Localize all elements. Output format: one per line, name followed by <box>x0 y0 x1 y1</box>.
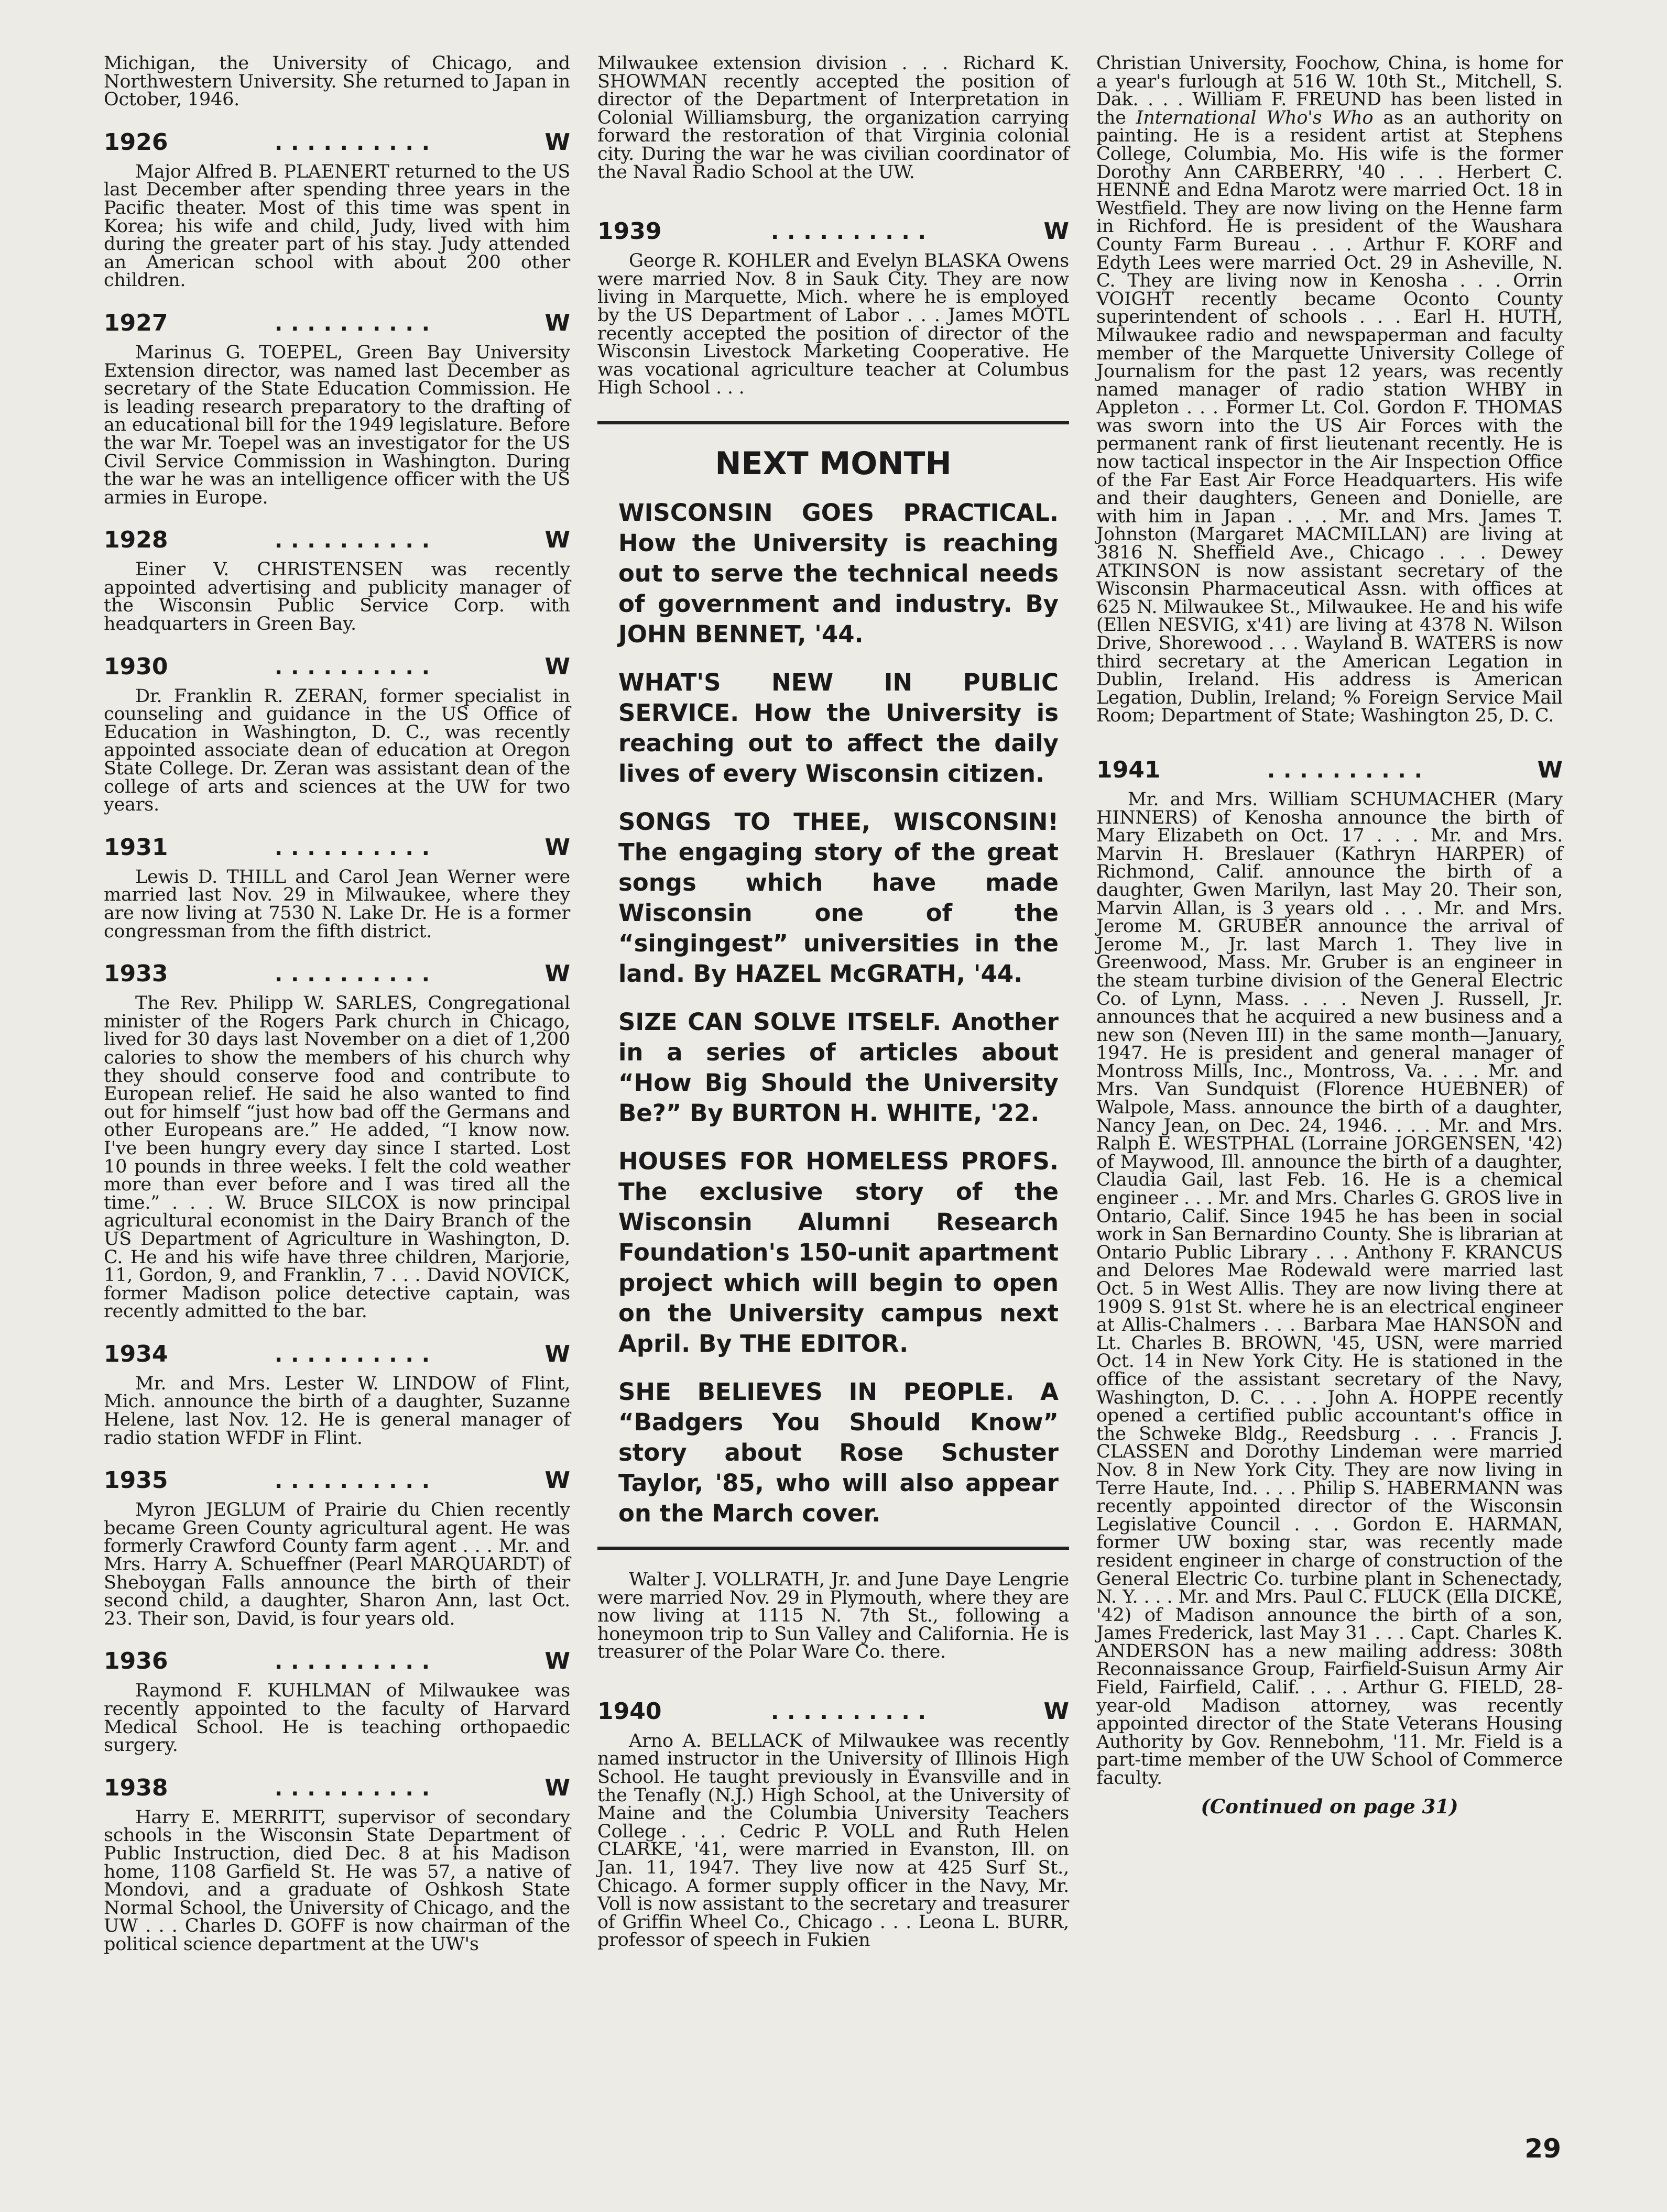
year-label: 1938 <box>104 1774 168 1801</box>
year-label: 1939 <box>597 218 662 245</box>
publication-title: International Who's Who <box>1136 107 1374 128</box>
class-year-heading: 1940 .......... W <box>597 1698 1069 1725</box>
year-label: 1936 <box>104 1648 168 1675</box>
class-year-heading: 1935 .......... W <box>104 1467 570 1494</box>
class-year-heading: 1926 .......... W <box>104 128 570 156</box>
next-month-item: WHAT'S NEW IN PUBLIC SERVICE. How the University is reaching out to affect the daily lives of every Wisconsin citizen. <box>618 668 1059 787</box>
carryover-text: Michigan, the University of Chicago, and Northwestern University. She returned to Japan in October, 1946. <box>104 53 570 111</box>
carryover-text-part: Christian University, Foochow, China, is home for a year's furlough at 516 W. 10th St., Mitchell, S. Dak. . . . William F. FREUND has been listed in the <box>1096 53 1563 128</box>
year-label: 1940 <box>597 1698 662 1725</box>
class-note: Raymond F. KUHLMAN of Milwaukee was recently appointed to the faculty of Harvard Medical School. He is teaching orthopaedic surgery. <box>104 1680 570 1756</box>
class-note: Mr. and Mrs. Lester W. LINDOW of Flint, Mich. announce the birth of a daughter, Suzanne Helene, last Nov. 12. He is general manager of radio station WFDF in Flint. <box>104 1373 570 1449</box>
class-year-heading: 1936 .......... W <box>104 1648 570 1675</box>
year-label: 1927 <box>104 309 168 336</box>
class-year-heading: 1938 .......... W <box>104 1774 570 1801</box>
year-label: 1933 <box>104 960 168 988</box>
next-month-item: HOUSES FOR HOMELESS PROFS. The exclusive story of the Wisconsin Alumni Research Foundation's 150-unit apartment project which will begin to open on the University campus next April. By THE EDITOR. <box>618 1147 1059 1357</box>
divider <box>597 1547 1069 1550</box>
class-note: Marinus G. TOEPEL, Green Bay University Extension director, was named last December as secretary of the State Education Commission. He is leading research preparatory to the drafting of an educational bill for the 1949 legislature. Before the war Mr. Toepel was an investigator for the US Civil Service Commission in Washington. During the war he was an intelligence officer with the US armies in Europe. <box>104 342 570 508</box>
column-right <box>1096 54 1563 1818</box>
column-left <box>104 54 570 1954</box>
next-month-item: SIZE CAN SOLVE ITSELF. Another in a series of articles about “How Big Should the University Be?” By BURTON H. WHITE, '22. <box>618 1008 1059 1127</box>
year-label: 1926 <box>104 128 168 156</box>
w-mark: W <box>544 1467 570 1494</box>
class-note: Myron JEGLUM of Prairie du Chien recently became Green County agricultural agent. He was formerly Crawford County farm agent . . . Mr. and Mrs. Harry A. Schueffner (Pearl MARQUARDT) of Sheboygan Falls announce the birth of their second child, a daughter, Sharon Ann, last Oct. 23. Their son, David, is four years old. <box>104 1499 570 1629</box>
class-note: Dr. Franklin R. ZERAN, former specialist in counseling and guidance in the US Office of Education in Washington, D. C., was recently appointed associate dean of education at Oregon State College. Dr. Zeran was assistant dean of the college of arts and sciences at the UW for two years. <box>104 685 570 816</box>
class-year-heading: 1927 .......... W <box>104 309 570 336</box>
continued-note: (Continued on page 31) <box>1201 1794 1458 1818</box>
carryover-text-part: as an authority on painting. He is a resident artist at Stephens College, Columbia, Mo. His wife is the former Dorothy Ann CARBERRY, '40 . . . Herbert C. HENNE and Edna Marotz were married Oct. 18 in Westfield. They are now living on the Henne farm in Richford. He is president of the Waushara County Farm Bureau . . . Arthur F. KORF and Edyth Lees were married Oct. 29 in Asheville, N. C. They are living now in Kenosha . . . Orrin VOIGHT recently became Oconto County superintendent of schools . . . Earl H. HUTH, Milwaukee radio and newspaperman and faculty member of the Marquette University College of Journalism for the past 12 years, was recently named manager of radio station WHBY in Appleton . . . Former Lt. Col. Gordon F. THOMAS was sworn into the US Air Forces with the permanent rank of first lieutenant recently. He is now tactical inspector in the Air Inspection Office of the Far East Air Force Headquarters. His wife and their daughters, Geneen and Donielle, are with him in Japan . . . Mr. and Mrs. James T. Johnston (Margaret MACMILLAN) are living at 3816 N. Sheffield Ave., Chicago . . . Dewey ATKINSON is now assistant secretary of the Wisconsin Pharmaceutical Assn. with offices at 625 N. Milwaukee St., Milwaukee. He and his wife (Ellen NESVIG, x'41) are living at 4378 N. Wilson Drive, Shorewood . . . Wayland B. WATERS is now third secretary at the American Legation in Dublin, Ireland. His address is American Legation, Dublin, Ireland; % Foreign Service Mail Room; Department of State; Washington 25, D. C. <box>1096 107 1563 727</box>
year-label: 1928 <box>104 527 168 554</box>
carryover-text: Milwaukee extension division . . . Richard K. SHOWMAN recently accepted the position of director of the Department of Interpretation in Colonial Williamsburg, the organization carrying forward the restoration of that Virginia colonial city. During the war he was civilian coordinator of the Naval Radio School at the UW. <box>597 53 1069 183</box>
column-middle <box>597 54 1069 1950</box>
next-month-item: SONGS TO THEE, WISCONSIN! The engaging story of the great songs which have made Wisconsin one of the “singingest” universities in the land. By HAZEL McGRATH, '44. <box>618 807 1059 988</box>
w-mark: W <box>544 1648 570 1675</box>
next-month-box <box>597 445 1069 1529</box>
class-note: Lewis D. THILL and Carol Jean Werner were married last Nov. 29 in Milwaukee, where they are now living at 7530 N. Lake Dr. He is a former congressman from the fifth district. <box>104 866 570 942</box>
class-year-heading: 1928 .......... W <box>104 527 570 554</box>
class-note: Arno A. BELLACK of Milwaukee was recently named instructor in the University of Illinois High School. He taught previously in Evansville and in the Tenafly (N.J.) High School, at the University of Maine and the Columbia University Teachers College . . . Cedric P. VOLL and Ruth Helen CLARKE, '41, were married in Evanston, Ill. on Jan. 11, 1947. They live now at 425 Surf St., Chicago. A former supply officer in the Navy, Mr. Voll is now assistant to the secretary and treasurer of Griffin Wheel Co., Chicago . . . Leona L. BURR, professor of speech in Fukien <box>597 1730 1069 1951</box>
next-month-title: NEXT MONTH <box>715 445 952 482</box>
next-month-item: WISCONSIN GOES PRACTICAL. How the University is reaching out to serve the technical needs of government and industry. By JOHN BENNET, '44. <box>618 498 1059 648</box>
class-year-heading: 1939 .......... W <box>597 218 1069 245</box>
class-year-heading: 1941 .......... W <box>1096 756 1563 783</box>
class-note: Major Alfred B. PLAENERT returned to the US last December after spending three years in the Pacific theater. Most of this time was spent in Korea; his wife and child, Judy, lived with him during the greater part of his stay. Judy attended an American school with about 200 other children. <box>104 161 570 291</box>
page-number: 29 <box>1524 2133 1561 2164</box>
class-note: Einer V. CHRISTENSEN was recently appointed advertising and publicity manager of the Wisconsin Public Service Corp. with headquarters in Green Bay. <box>104 559 570 635</box>
year-label: 1930 <box>104 653 168 680</box>
w-mark: W <box>544 1340 570 1367</box>
w-mark: W <box>544 834 570 861</box>
class-note: George R. KOHLER and Evelyn BLASKA Owens were married Nov. 8 in Sauk City. They are now living in Marquette, Mich. where he is employed by the US Department of Labor . . . James MOTL recently accepted the position of director of the Wisconsin Livestock Marketing Cooperative. He was vocational agriculture teacher at Columbus High School . . . <box>597 250 1069 399</box>
year-label: 1934 <box>104 1340 168 1367</box>
class-year-heading: 1931 .......... W <box>104 834 570 861</box>
divider <box>597 421 1069 424</box>
next-month-item: SHE BELIEVES IN PEOPLE. A “Badgers You Should Know” story about Rose Schuster Taylor, '85, who will also appear on the March cover. <box>618 1377 1059 1527</box>
w-mark: W <box>544 128 570 156</box>
class-year-heading: 1934 .......... W <box>104 1340 570 1367</box>
w-mark: W <box>544 309 570 336</box>
carryover-text <box>1096 54 1563 725</box>
year-label: 1931 <box>104 834 168 861</box>
w-mark: W <box>544 653 570 680</box>
class-note: Harry E. MERRITT, supervisor of secondary schools in the Wisconsin State Department of Public Instruction, died Dec. 8 at his Madison home, 1108 Garfield St. He was 57, a native of Mondovi, and a graduate of Oshkosh State Normal School, the University of Chicago, and the UW . . . Charles D. GOFF is now chairman of the political science department at the UW's <box>104 1806 570 1955</box>
year-label: 1941 <box>1096 756 1161 783</box>
year-label: 1935 <box>104 1467 168 1494</box>
w-mark: W <box>544 527 570 554</box>
class-year-heading: 1933 .......... W <box>104 960 570 988</box>
w-mark: W <box>1537 756 1563 783</box>
class-year-heading: 1930 .......... W <box>104 653 570 680</box>
class-note: Mr. and Mrs. William SCHUMACHER (Mary HINNERS) of Kenosha announce the birth of Mary Elizabeth on Oct. 17 . . . Mr. and Mrs. Marvin H. Breslauer (Kathryn HARPER) of Richmond, Calif. announce the birth of a daughter, Gwen Marilyn, last May 20. Their son, Marvin Allan, is 3 years old . . . Mr. and Mrs. Jerome M. GRUBER announce the arrival of Jerome M., Jr. last March 1. They live in Greenwood, Mass. Mr. Gruber is an engineer in the steam turbine division of the General Electric Co. of Lynn, Mass. . . . Neven J. Russell, Jr. announces that he acquired a new business and a new son (Neven III) in the same month—January, 1947. He is president and general manager of Montross Mills, Inc., Montross, Va. . . . Mr. and Mrs. Van Sundquist (Florence HUEBNER) of Walpole, Mass. announce the birth of a daughter, Nancy Jean, on Dec. 24, 1946. . . . Mr. and Mrs. Ralph E. WESTPHAL (Lorraine JORGENSEN, '42) of Maywood, Ill. announce the birth of a daughter, Claudia Gail, last Feb. 16. He is a chemical engineer . . . Mr. and Mrs. Charles G. GROS live in Ontario, Calif. Since 1945 he has been in social work in San Bernardino County. She is librarian at Ontario Public Library . . . Anthony F. KRANCUS and Delores Mae Rodewald were married last Oct. 5 in West Allis. They are now living there at 1909 S. 91st St. where he is an electrical engineer at Allis-Chalmers . . . Barbara Mae HANSON and Lt. Charles B. BROWN, '45, USN, were married Oct. 14 in New York City. He is stationed in the office of the assistant secretary of the Navy, Washington, D. C. . . . John A. HOPPE recently opened a certified public accountant's office in the Schweke Bldg., Reedsburg . . . Francis J. CLASSEN and Dorothy Lindeman were married Nov. 8 in New York City. They are now living in Terre Haute, Ind. . . . Philip S. HABERMANN was recently appointed director of the Wisconsin Legislative Council . . . Gordon E. HARMAN, former UW boxing star, was recently made resident engineer in charge of construction of the General Electric Co. turbine plant in Schenectady, N. Y. . . . Mr. and Mrs. Paul C. FLUCK (Ella DICKE, '42) of Madison announce the birth of a son, James Frederick, last May 31 . . . Capt. Charles K. ANDERSON has a new mailing address: 308th Reconnaissance Group, Fairfield-Suisun Army Air Field, Fairfield, Calif. . . . Arthur G. FIELD, 28-year-old Madison attorney, was recently appointed director of the State Veterans Housing Authority by Gov. Rennebohm, '11. Mr. Field is a part-time member of the UW School of Commerce faculty. <box>1096 789 1563 1789</box>
w-mark: W <box>1043 218 1069 245</box>
class-note: Walter J. VOLLRATH, Jr. and June Daye Lengrie were married Nov. 29 in Plymouth, where they are now living at 1115 N. 7th St., following a honeymoon trip to Sun Valley and California. He is treasurer of the Polar Ware Co. there. <box>597 1569 1069 1663</box>
class-note: The Rev. Philipp W. SARLES, Congregational minister of the Rogers Park church in Chicago, lived for 30 days last November on a diet of 1,200 calories to show the members of his church why they should conserve food and contribute to European relief. He said he also wanted to find out for himself “just how bad off the Germans and other Europeans are.” He added, “I know now. I've been hungry every day since I started. Lost 10 pounds in three weeks. I felt the cold weather more than ever before and I was tired all the time.” . . . W. Bruce SILCOX is now principal agricultural economist in the Dairy Branch of the US Department of Agriculture in Washington, D. C. He and his wife have three children, Marjorie, 11, Gordon, 9, and Franklin, 7 . . . David NOVICK, former Madison police detective captain, was recently admitted to the bar. <box>104 993 570 1322</box>
w-mark: W <box>544 1774 570 1801</box>
w-mark: W <box>1043 1698 1069 1725</box>
w-mark: W <box>544 960 570 988</box>
